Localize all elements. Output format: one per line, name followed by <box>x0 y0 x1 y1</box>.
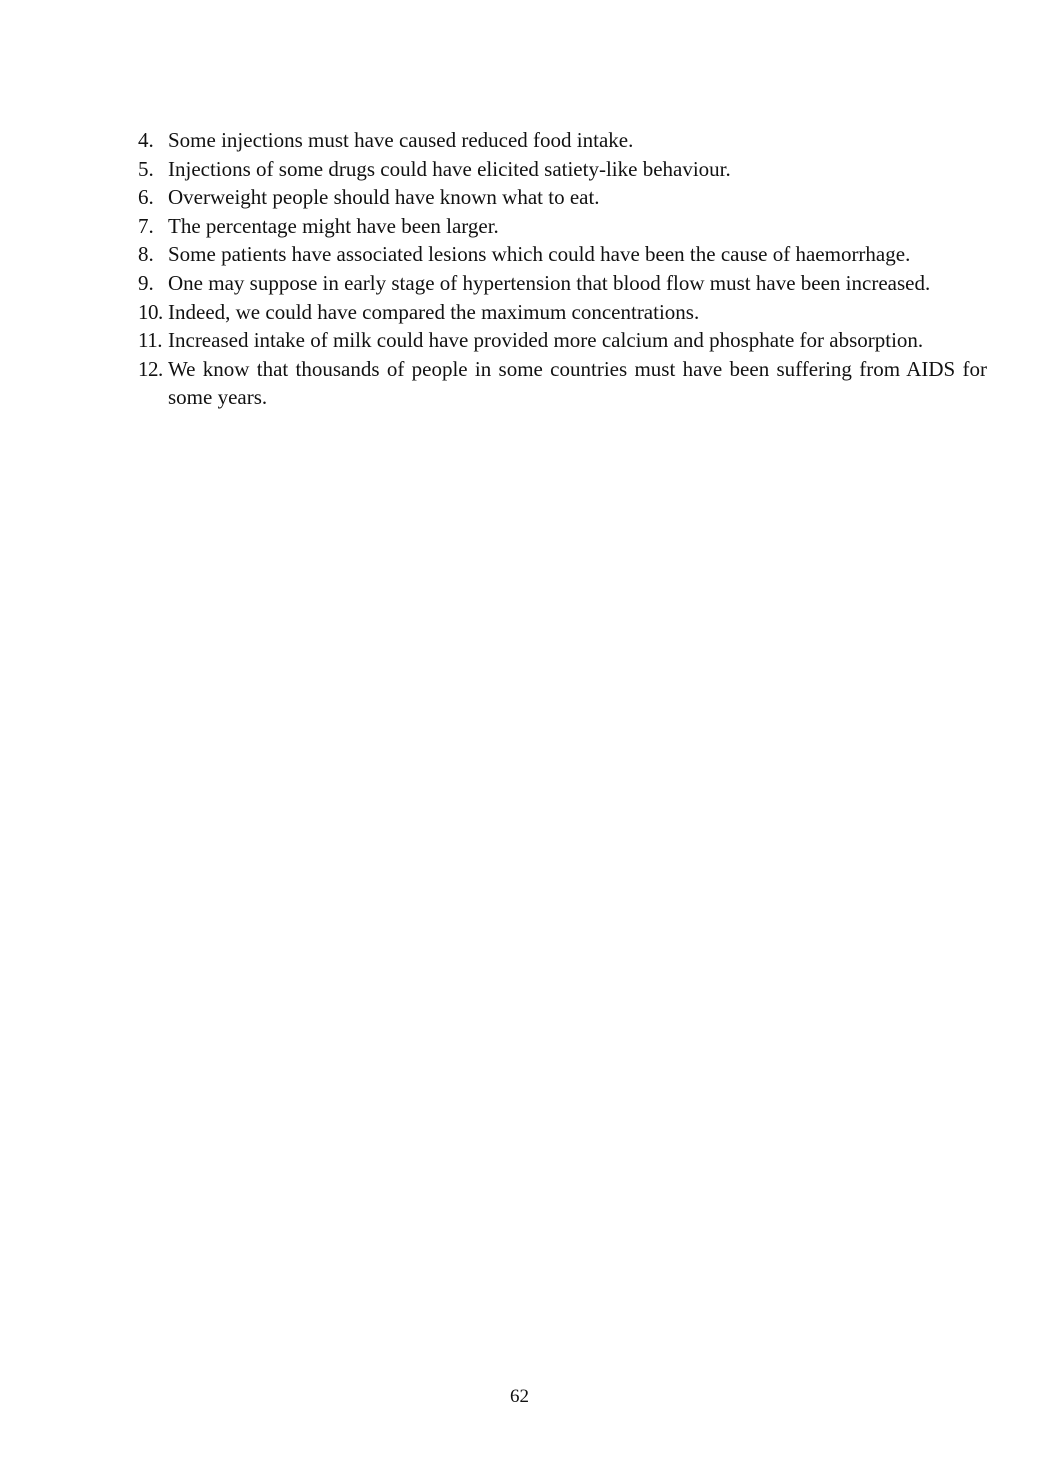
list-item-number: 5. <box>138 156 154 181</box>
list-item <box>138 298 987 327</box>
list-item <box>138 326 987 355</box>
list-item <box>138 183 987 212</box>
list-item <box>138 355 987 412</box>
list-item-number: 8. <box>138 242 154 267</box>
list-item-number: 12. <box>138 356 163 381</box>
list-item-number: 6. <box>138 185 154 210</box>
list-item-number: 9. <box>138 270 154 295</box>
list-item-number: 4. <box>138 128 154 152</box>
list-item <box>138 240 987 269</box>
list-item-text: We know that thousands of people in some countries must have been suffering from AIDS for some years. <box>168 356 987 410</box>
list-item-text: Overweight people should have known what to eat. <box>168 185 600 210</box>
list-item-number: 7. <box>138 213 154 238</box>
list-item-text: Some patients have associated lesions which could have been the cause of haemorrhage. <box>168 242 911 267</box>
list-item <box>138 126 987 155</box>
list-item-number: 10. <box>138 299 163 324</box>
list-item-number: 11. <box>138 328 162 353</box>
list-item <box>138 269 987 298</box>
list-item-text: Indeed, we could have compared the maximum concentrations. <box>168 299 700 324</box>
list-item-text: Some injections must have caused reduced food intake. <box>168 128 634 152</box>
sentence-list <box>138 126 987 412</box>
list-item-text: Increased intake of milk could have provided more calcium and phosphate for absorption. <box>168 328 924 353</box>
list-item <box>138 155 987 184</box>
list-item-text: The percentage might have been larger. <box>168 213 499 238</box>
page-number: 62 <box>510 1386 529 1407</box>
list-item-text: Injections of some drugs could have elicited satiety-like behaviour. <box>168 156 731 181</box>
list-item <box>138 212 987 241</box>
list-item-text: One may suppose in early stage of hypertension that blood flow must have been increased. <box>168 270 931 295</box>
